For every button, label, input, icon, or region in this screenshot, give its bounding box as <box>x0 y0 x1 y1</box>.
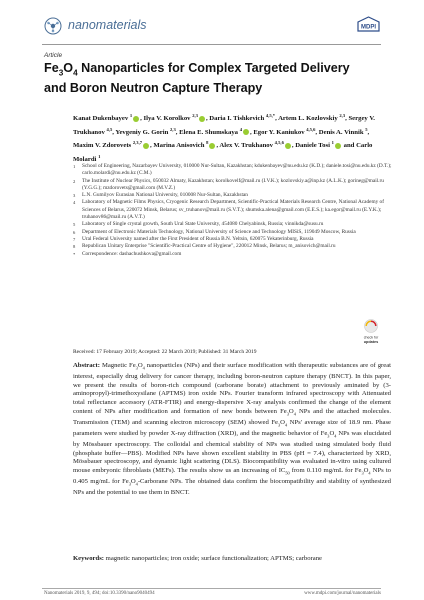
affiliation-mark: 5 <box>73 222 76 228</box>
affiliations-list <box>73 163 393 258</box>
author-name: Denis A. Vinnik <box>318 128 366 136</box>
abstract <box>73 362 391 498</box>
orcid-icon[interactable] <box>335 143 341 149</box>
affiliation-text: Correspondence: dashachushkova@gmail.com <box>82 250 182 257</box>
author-name: Daniele Tosi <box>295 142 332 150</box>
affiliation-text: L.N. Gumilyov Eurasian National University, 010008 Nur-Sultan, Kazakhstan <box>82 192 248 199</box>
author-name: Elena E. Shumskaya <box>179 128 240 136</box>
author-affiliation-mark: 1 <box>129 113 133 118</box>
header-divider <box>42 44 381 45</box>
author-affiliation-mark: 8 <box>206 140 209 146</box>
author-affiliation-mark: 2,3 <box>339 113 346 118</box>
author-affiliation-mark: 2,3 <box>192 113 198 118</box>
affiliation-item <box>73 251 393 258</box>
abstract-text: Magnetic $Fe_3O_4$ nanoparticles (NPs) and their surface modification with therapeutic substances are of great interest, especially drug delivery for cancer therapy, including boron-neutron capture therapy (BNCT). In this paper, we present the results of boron-rich compound (carborane borate) attachment to previously aminated by (3-aminopropyl)-trimethoxysilane (APTMS) iron oxide NPs. Fourier transform infrared spectroscopy with Attenuated total reflectance accessory (ATR-FTIR) and energy-dispersive X-ray analysis confirmed the change of the element content of NPs after modification and formation of new bonds between $Fe_3O_4$ NPs and the attached molecules. Transmission (TEM) and scanning electron microscopy (SEM) showed $Fe_3O_4$ NPs' average size of 18.9 nm. Phase parameters were studied by powder X-ray diffraction (XRD), and the magnetic behavior of $Fe_3O_4$ NPs was elucidated by Mössbauer spectroscopy. The colloidal and chemical stability of NPs was studied using simulated body fluid (phosphate buffer—PBS). Modified NPs have shown excellent stability in PBS (pH = 7.4), characterized by XRD, Mössbauer spectroscopy, and dynamic light scattering (DLS). Biocompatibility was evaluated in-vitro using cultured mouse embryonic fibroblasts (MEFs). The results show us an increasing of $IC_{50}$ from 0.110 mg/mL for $Fe_3O_4$ NPs to 0.405 mg/mL for $Fe_3O_4$-Carborane NPs. The obtained data confirm the biocompatibility and stability of synthesized NPs and the potential to use them in BNCT. <box>73 362 391 497</box>
orcid-icon[interactable] <box>199 116 205 122</box>
author-name: Sergey V. Trukhanov <box>73 115 375 136</box>
affiliation-mark: 1 <box>73 164 76 169</box>
affiliation-mark: 4 <box>73 200 76 206</box>
author-affiliation-mark: 1 <box>331 140 334 146</box>
updates-badge-line1: check for <box>363 335 379 340</box>
author-name: Daria I. Tishkevich <box>209 115 266 123</box>
article-type: Article <box>44 52 63 59</box>
footer-divider <box>42 588 381 589</box>
author-affiliation-mark: 2,3 <box>170 126 176 132</box>
affiliation-text: Republican Unitary Enterprise "Scientific-Practical Centre of Hygiene", 220012 Minsk, Belarus; m_anisovich@mail.ru <box>82 243 336 250</box>
affiliation-mark: 8 <box>73 244 76 250</box>
affiliation-mark: * <box>73 251 76 257</box>
publication-dates: Received: 17 February 2019; Accepted: 22 March 2019; Published: 31 March 2019 <box>73 349 257 355</box>
mdpi-logo-icon[interactable] <box>356 16 381 34</box>
author-affiliation-mark: 4,5,6 <box>274 140 284 146</box>
affiliation-text: School of Engineering, Nazarbayev University, 010000 Nur-Sultan, Kazakhstan; kdukenbayev@nu.edu.kz (K.D.); daniele.tosi@nu.edu.kz (D.T.); carlo.molardi@nu.edu.kz (C.M.) <box>82 163 392 177</box>
journal-url-link[interactable]: www.mdpi.com/journal/nanomaterials <box>304 591 381 596</box>
affiliation-mark: 3 <box>73 193 76 199</box>
affiliation-mark: 2 <box>73 178 76 184</box>
author-affiliation-mark: 5 <box>365 126 368 132</box>
orcid-icon[interactable] <box>143 143 149 149</box>
author-affiliation-mark: 4,5,6 <box>306 126 316 132</box>
keywords-label: Keywords: <box>73 555 104 562</box>
affiliation-text: Department of Electronic Materials Technology, National University of Science and Technology MISiS, 119049 Moscow, Russia <box>82 228 356 235</box>
abstract-label: Abstract: <box>73 362 100 369</box>
author-affiliation-mark: 4,5,* <box>265 113 276 118</box>
author-list: Kanat Dukenbayev $^1$ , Ilya V. Korolkov $^{2,3}$ , Daria I. Tishkevich $^{4,5,*}$, Artem L. Kozlovskiy $^{2,3}$, Sergey V. Trukhanov $^{4,5}$, Yevgeniy G. Gorin $^{2,3}$, Elena E. Shumskaya $^4$ , Egor Y. Kaniukov $^{4,5,6}$, Denis A. Vinnik $^5$, Maxim V. Zdorovets $^{2,3,7}$ , Marina Anisovich $^8$ , Alex V. Trukhanov $^{4,5,6}$ , Daniele Tosi $^1$ and Carlo Molardi $^1$ <box>73 113 375 164</box>
orcid-icon[interactable] <box>133 116 139 122</box>
updates-badge-line2: updates <box>363 340 379 344</box>
mdpi-logo-label: MDPI <box>361 24 376 31</box>
affiliation-item <box>73 243 393 250</box>
affiliation-mark: 6 <box>73 229 76 235</box>
nanomaterials-logo-icon <box>44 17 62 35</box>
author-name: Ilya V. Korolkov <box>143 115 193 123</box>
affiliation-text: Laboratory of Single crystal growth, South Ural State University, 454080 Chelyabinsk, Russia; vinnikda@susu.ru <box>82 221 324 228</box>
orcid-icon[interactable] <box>285 143 291 149</box>
author-name: Egor Y. Kaniukov <box>253 128 307 136</box>
keywords <box>73 555 391 562</box>
check-for-updates-badge[interactable] <box>356 316 386 346</box>
affiliation-item <box>73 163 393 178</box>
affiliation-item <box>73 221 393 228</box>
keywords-text: magnetic nanoparticles; iron oxide; surface functionalization; APTMS; carborane <box>105 555 322 562</box>
affiliation-text: Ural Federal University named after the First President of Russia B.N. Yeltsin, 620075 Yekaterinburg, Russia <box>82 235 314 242</box>
citation-footer: Nanomaterials 2019, 9, 494; doi:10.3390/nano9040494 <box>44 591 155 596</box>
author-name: Kanat Dukenbayev <box>73 115 130 123</box>
affiliation-item <box>73 199 393 221</box>
article-title: $Fe_3O_4$ Nanoparticles for Complex Targeted Delivery and Boron Neutron Capture Therapy <box>44 61 350 95</box>
author-name: Maxim V. Zdorovets <box>73 142 133 150</box>
author-name: Carlo Molardi <box>73 142 373 164</box>
orcid-icon[interactable] <box>243 129 249 135</box>
author-affiliation-mark: 4,5 <box>106 126 113 132</box>
orcid-icon[interactable] <box>209 143 215 149</box>
author-name: Alex V. Trukhanov <box>219 142 275 150</box>
affiliation-text: The Institute of Nuclear Physics, 050032 Almaty, Kazakhstan; korolkovelf@mail.ru (I.V.K.); kozlovskiy.a@inp.kz (A.L.K.); gorineg@mail.ru (Y.G.G.); mzdorovets@gmail.com (M.V.Z.) <box>82 177 384 191</box>
journal-name: nanomaterials <box>68 18 147 32</box>
affiliation-mark: 7 <box>73 236 76 242</box>
author-affiliation-mark: 2,3,7 <box>132 140 143 146</box>
affiliation-text: Laboratory of Magnetic Films Physics, Cryogenic Research Department, Scientific-Practical Materials Research Centre, National Academy of Sciences of Belarus, 220072 Minsk, Belarus; sv_truhanov@mail.ru (S.V.T.); shumska.alena@gmail.com (E.E.S.); ka.egor@mail.ru (E.Y.K.); truhanov86@mail.ru (A.V.T.) <box>82 199 384 221</box>
author-name: Yevgeniy G. Gorin <box>115 128 170 136</box>
affiliation-item <box>73 178 393 193</box>
author-affiliation-mark: 4 <box>239 126 242 132</box>
affiliation-item <box>73 229 393 236</box>
author-affiliation-mark: 1 <box>98 153 101 159</box>
author-name: Artem L. Kozlovskiy <box>278 115 340 123</box>
author-name: Marina Anisovich <box>153 142 207 150</box>
